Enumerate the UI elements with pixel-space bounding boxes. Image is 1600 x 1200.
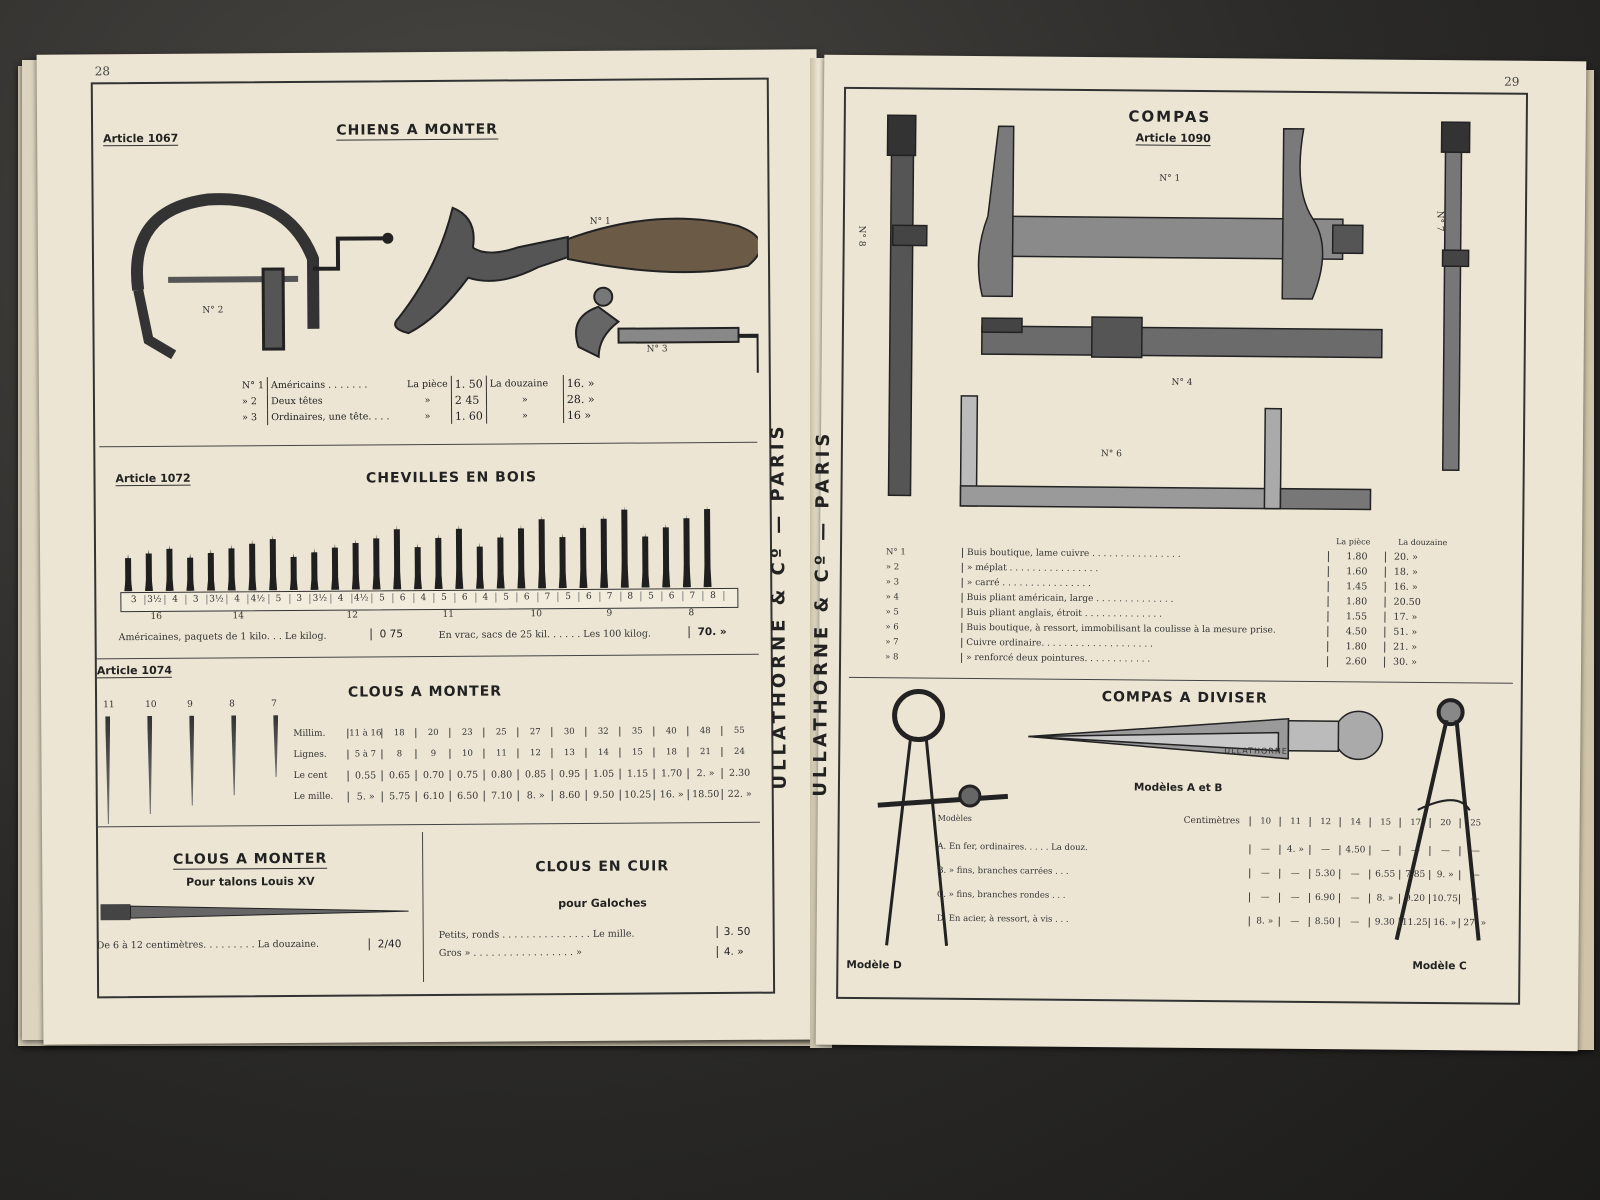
peg-group-label: 12 (346, 610, 358, 621)
peg-size-label: 5 (496, 592, 518, 602)
nail-size-label: 9 (187, 699, 193, 710)
peg-mark (642, 536, 648, 587)
peg-size-label: 5 (268, 594, 290, 604)
clous-cell: 11 à 16 (349, 728, 382, 739)
diviser-cm-header: 12 (1310, 817, 1341, 827)
label-no1: N° 1 (589, 216, 611, 227)
compas-row-desc: Buis boutique, lame cuivre . . . . . . . . . . . . . . . . (962, 548, 1181, 560)
label-modeles-ab: Modèles A et B (1133, 781, 1223, 795)
compas-row-piece: 1.55 (1327, 611, 1385, 623)
peg-size-label: 3½ (206, 594, 228, 604)
clous-cell: 16. » (654, 789, 689, 800)
col-header-piece: La pièce (1336, 537, 1371, 547)
peg-mark (518, 528, 524, 588)
row-doz-label: » (521, 393, 528, 405)
compas-row-desc: » carré . . . . . . . . . . . . . . . . (962, 578, 1091, 589)
diviser-cell: — (1339, 917, 1370, 927)
peg-mark (601, 519, 607, 588)
clous-cell: 0.55 (348, 770, 383, 781)
clous-cell: 55 (721, 726, 756, 736)
hand-vise-icon (576, 286, 759, 371)
nail-size-label: 8 (229, 699, 235, 710)
clous-row-label: Le cent (293, 770, 328, 781)
spine-text-right: ULLATHORNE & Cº — PARIS (809, 429, 835, 797)
peg-mark (353, 543, 359, 590)
peg-size-label: 6 (454, 593, 476, 603)
clous-cell: 1.05 (586, 769, 621, 780)
clous-row-label: Le mille. (293, 791, 334, 802)
clous-cuir-row-2: Gros » . . . . . . . . . . . . . . . . . » (438, 946, 582, 959)
clous-cell: 2. » (688, 768, 723, 779)
peg-mark (249, 544, 255, 591)
clous-cell: 40 (653, 726, 688, 736)
clous-cell: 15 (619, 747, 654, 757)
clous-louis-price: 2/40 (369, 938, 402, 950)
diviser-cell: 6.55 (1369, 869, 1400, 879)
diviser-cell: — (1249, 844, 1280, 854)
row-unit-label: » (424, 410, 431, 422)
clous-cell: 9.50 (586, 790, 621, 801)
clous-cuir-row-1: Petits, ronds . . . . . . . . . . . . . . . Le mille. (438, 928, 635, 941)
compas-row-number: » 7 (885, 637, 899, 648)
peg-mark (497, 537, 503, 588)
article-1090: Article 1090 (1135, 131, 1211, 146)
clous-cell: 6.50 (450, 791, 485, 802)
table-row (239, 407, 598, 426)
chiens-price-table (239, 375, 598, 426)
compas-row-desc: Buis pliant anglais, étroit . . . . . . . . . . . . . . (961, 608, 1162, 620)
peg-mark (559, 537, 565, 588)
compas-row-doz: 30. » (1393, 656, 1418, 668)
peg-size-label: 3½ (310, 594, 332, 604)
clous-cell: 10.25 (620, 789, 655, 800)
diviser-price-table (936, 814, 1497, 959)
diviser-cell: 16. » (1429, 918, 1460, 928)
peg-mark (621, 510, 628, 588)
clous-cell: 14 (585, 748, 620, 758)
diviser-cell: 5.30 (1309, 869, 1340, 879)
section-title-compas: COMPAS (1128, 107, 1212, 127)
compas-row-number: » 3 (885, 577, 900, 588)
row-name: Deux têtes (268, 392, 405, 409)
clous-cell: 35 (619, 726, 654, 736)
peg-mark (166, 549, 172, 591)
row-number: » 2 (241, 395, 257, 407)
long-nail-icon (98, 896, 418, 928)
compas-row-number: » 5 (885, 607, 899, 618)
clous-cell: 2.30 (722, 768, 757, 779)
diviser-cell: 9.20 (1399, 894, 1430, 904)
diviser-cell: 6.90 (1309, 893, 1340, 903)
peg-size-label: 8 (620, 592, 642, 602)
compas-row-piece: 1.80 (1328, 551, 1386, 563)
clous-cell: 11 (483, 748, 518, 758)
page-number: 28 (94, 64, 111, 79)
label-no3: N° 3 (646, 344, 668, 355)
section-title-chiens: CHIENS A MONTER (336, 121, 498, 139)
peg-mark (539, 519, 545, 588)
clous-cell: 1.15 (620, 768, 655, 779)
clous-cell: 48 (687, 726, 722, 736)
peg-size-label: 6 (578, 592, 600, 602)
peg-group-label: 16 (150, 611, 162, 622)
diviser-cell: 8. » (1249, 916, 1280, 926)
peg-mark (311, 552, 317, 590)
compas-row-desc: Buis boutique, à ressort, immobilisant la coulisse à la mesure prise. (961, 623, 1275, 636)
section-title-clous-louis: CLOUS A MONTER (173, 850, 328, 868)
clous-row-label: Lignes. (293, 749, 327, 760)
diviser-cm-header: 14 (1340, 817, 1371, 827)
clous-cell: 21 (687, 747, 722, 757)
row-number: N° 1 (241, 379, 265, 391)
nail-size-label: 11 (103, 700, 115, 711)
peg-mark (415, 547, 421, 589)
peg-size-label: 3 (123, 595, 145, 605)
peg-group-label: 10 (530, 609, 542, 620)
peg-mark (580, 528, 586, 588)
diviser-cm-header: 15 (1370, 817, 1401, 827)
diviser-cell: — (1339, 893, 1370, 903)
row-doz-price: 16 » (563, 407, 597, 423)
diviser-cell: 9.30 (1369, 917, 1400, 927)
peg-mark (125, 558, 131, 591)
diviser-cell: 4.50 (1339, 845, 1370, 855)
compas-row-piece: 1.45 (1328, 581, 1386, 593)
clous-cell: 25 (483, 727, 518, 737)
nail-icon (105, 716, 111, 824)
peg-mark (208, 553, 214, 591)
diviser-cm-header: 20 (1430, 818, 1461, 828)
compas-row-piece: 1.80 (1327, 641, 1385, 653)
peg-mark (146, 553, 152, 591)
compas-row-number: » 2 (885, 562, 900, 573)
peg-group-label: 14 (232, 611, 244, 622)
section-title-clous-cuir: CLOUS EN CUIR (535, 858, 670, 876)
chevilles-price-line-2: En vrac, sacs de 25 kil. . . . . . Les 100 kilog. (438, 628, 651, 641)
clous-cuir-subtitle: pour Galoches (558, 896, 647, 911)
diviser-cell: — (1279, 869, 1310, 879)
compas-illustration (860, 105, 1504, 531)
clous-cell: 1.70 (654, 768, 689, 779)
clamp-icon (136, 198, 392, 355)
compas-row-number: » 6 (885, 622, 899, 633)
peg-size-label: 6 (661, 591, 683, 601)
diviser-cell: — (1459, 870, 1490, 880)
row-name: Américains . . . . . . . (267, 376, 404, 393)
chevilles-price-line-1: Américaines, paquets de 1 kilo. . . Le kilog. (118, 630, 327, 644)
row-number: » 3 (242, 411, 258, 423)
row-doz-price: 16. » (563, 375, 597, 391)
diviser-cell: — (1459, 846, 1490, 856)
clous-cell: 9 (415, 749, 450, 759)
peg-mark (332, 548, 338, 590)
nail-size-label: 7 (271, 699, 277, 710)
diviser-cell: — (1429, 846, 1460, 856)
compas-row-doz: 17. » (1393, 611, 1418, 623)
diviser-cell: 8.50 (1309, 917, 1340, 927)
peg-mark (477, 547, 483, 589)
peg-mark (187, 558, 193, 591)
peg-size-label: 4½ (351, 593, 373, 603)
peg-mark (683, 518, 689, 587)
diviser-cell: 9. » (1429, 870, 1460, 880)
peg-size-label: 8 (703, 591, 725, 601)
clous-cell: 6.10 (416, 791, 451, 802)
diviser-row-desc: C. » fins, branches rondes . . . (936, 889, 1066, 901)
diviser-cell: — (1279, 917, 1310, 927)
diviser-header-models: Modèles (937, 813, 972, 824)
peg-size-label: 5 (558, 592, 580, 602)
diviser-cm-header: 25 (1460, 818, 1491, 828)
compas-row-desc: » méplat . . . . . . . . . . . . . . . . (962, 563, 1098, 574)
diviser-row-desc: D. En acier, à ressort, à vis . . . (936, 913, 1069, 925)
compas-row-desc: Buis pliant américain, large . . . . . . . . . . . . . . (962, 593, 1174, 605)
clous-cell: 23 (449, 728, 484, 738)
diviser-cell: 11.25 (1399, 918, 1430, 928)
gauge-no6-icon (960, 396, 1371, 510)
peg-size-label: 3 (185, 595, 207, 605)
clous-cell: 0.70 (416, 770, 451, 781)
peg-size-label: 4 (413, 593, 435, 603)
clous-cell: 5.75 (382, 791, 417, 802)
diviser-cell: — (1279, 893, 1310, 903)
peg-mark (456, 529, 462, 589)
compas-price-table (849, 533, 1510, 679)
diviser-cell: — (1459, 894, 1490, 904)
clous-louis-line: De 6 à 12 centimètres. . . . . . . . . La douzaine. (96, 938, 320, 952)
label-compas-no6: N° 6 (1100, 449, 1122, 460)
col-header-doz: La douzaine (1398, 537, 1448, 548)
clous-cell: 8.60 (552, 790, 587, 801)
section-title-chevilles: CHEVILLES EN BOIS (365, 469, 538, 487)
label-compas-no7: N° 7 (1434, 210, 1445, 232)
compas-row-doz: 16. » (1393, 581, 1418, 593)
diviser-cell: — (1399, 846, 1430, 856)
peg-size-label: 7 (599, 592, 621, 602)
compas-row-doz: 21. » (1393, 641, 1418, 653)
clous-cell: 0.80 (484, 769, 519, 780)
article-1074: Article 1074 (96, 663, 173, 678)
clous-cell: 32 (585, 727, 620, 737)
clous-cell: 22. » (722, 789, 757, 800)
diviser-cm-header: 11 (1280, 817, 1311, 827)
row-name: Ordinaires, une tête. . . . (268, 408, 405, 425)
clous-cell: 0.95 (552, 769, 587, 780)
compas-row-number: » 4 (885, 592, 899, 603)
compas-row-desc: » renforcé deux pointures. . . . . . . . . . . . (961, 653, 1150, 665)
clous-cell: 0.85 (518, 769, 553, 780)
clous-cuir-price-2: 4. » (717, 946, 744, 958)
diviser-cell: 8. » (1369, 893, 1400, 903)
clous-cell: 18.50 (688, 789, 723, 800)
diviser-cell: — (1309, 845, 1340, 855)
peg-mark (228, 548, 234, 590)
nail-icon (231, 715, 237, 795)
peg-mark (394, 529, 400, 589)
article-1067: Article 1067 (103, 131, 179, 146)
diviser-cell: — (1339, 869, 1370, 879)
gauge-no8-icon (884, 115, 927, 495)
peg-size-label: 4 (475, 593, 497, 603)
peg-size-label: 4 (165, 595, 187, 605)
section-title-diviser: COMPAS A DIVISER (1101, 689, 1268, 707)
diviser-cell: 4. » (1279, 845, 1310, 855)
compas-row-doz: 20. » (1393, 551, 1418, 563)
gauge-no4-icon (982, 316, 1382, 359)
diviser-cell: — (1249, 892, 1280, 902)
label-compas-no4: N° 4 (1171, 377, 1193, 388)
compas-row-doz: 18. » (1393, 566, 1418, 578)
compas-row-piece: 1.60 (1328, 566, 1386, 578)
left-page (37, 49, 824, 1044)
chevilles-price-kilo: 0 75 (371, 628, 403, 640)
row-doz-label: La douzaine (489, 377, 549, 390)
peg-size-label: 5 (372, 593, 394, 603)
row-unit-label: La pièce (406, 378, 448, 390)
clous-cell: 5 à 7 (347, 749, 382, 759)
label-compas-no1: N° 1 (1159, 173, 1181, 184)
clous-cell: 0.75 (450, 770, 485, 781)
clous-cell: 12 (517, 748, 552, 758)
clous-cell: 7.10 (484, 790, 519, 801)
diviser-cell: — (1249, 868, 1280, 878)
article-1072: Article 1072 (115, 471, 191, 486)
nail-icon (189, 716, 195, 806)
peg-size-label: 4 (227, 594, 249, 604)
page-number: 29 (1504, 74, 1520, 89)
spine-text-left: ULLATHORNE & Cº — PARIS (767, 422, 791, 790)
diviser-cm-header: 17 (1400, 818, 1431, 828)
diviser-cm-header: 10 (1250, 816, 1281, 826)
chevilles-price-100: 70. » (689, 626, 727, 638)
clous-cell: 8 (381, 749, 416, 759)
clous-louis-subtitle: Pour talons Louis XV (186, 874, 315, 889)
diviser-row-desc: B. » fins, branches carrées . . . (937, 865, 1069, 877)
compas-row-desc: Cuivre ordinaire. . . . . . . . . . . . . . . . . . . . (961, 638, 1153, 650)
peg-group-label: 11 (442, 609, 454, 620)
compas-row-piece: 1.80 (1328, 596, 1386, 608)
peg-size-label: 5 (434, 593, 456, 603)
label-compas-no8: N° 8 (856, 225, 867, 247)
label-modele-d: Modèle D (846, 958, 902, 972)
nail-icon (147, 716, 153, 814)
clous-cell: 20 (415, 728, 450, 738)
diviser-cell: 27. » (1459, 918, 1490, 928)
compass-brand-mark: ULLATHORNE (1224, 746, 1288, 756)
clous-cell: 10 (449, 749, 484, 759)
row-unit-label: » (424, 394, 431, 406)
section-title-clous-monter: CLOUS A MONTER (347, 683, 503, 701)
gauge-no7-icon (1439, 122, 1470, 470)
peg-mark (291, 557, 297, 590)
peg-size-label: 6 (392, 593, 414, 603)
lasting-pincers-icon (394, 206, 759, 334)
peg-size-label: 3 (289, 594, 311, 604)
clous-cell: 0.65 (382, 770, 417, 781)
diviser-header-cm: Centimètres (1183, 815, 1240, 827)
clous-cell: 30 (551, 727, 586, 737)
row-piece-price: 1. 50 (451, 376, 486, 392)
clous-cell: 13 (551, 748, 586, 758)
diviser-cell: 7.85 (1399, 870, 1430, 880)
gauge-no1-icon (978, 126, 1363, 299)
peg-mark (373, 538, 379, 589)
compas-row-piece: 4.50 (1327, 626, 1385, 638)
peg-size-label: 4½ (247, 594, 269, 604)
compass-model-ab-icon (1028, 709, 1382, 760)
clous-cell: 18 (653, 747, 688, 757)
peg-size-label: 7 (537, 592, 559, 602)
nail-icon (273, 715, 278, 777)
clous-cell: 18 (381, 728, 416, 738)
peg-mark (270, 539, 276, 590)
peg-size-label: 3½ (144, 595, 166, 605)
compas-row-doz: 51. » (1393, 626, 1418, 638)
clous-cell: 5. » (348, 791, 383, 802)
right-page (809, 55, 1587, 1052)
clous-cuir-price-1: 3. 50 (717, 926, 751, 938)
clous-row-label: Millim. (293, 728, 326, 739)
clous-cell: 8. » (518, 790, 553, 801)
compas-row-number: N° 1 (885, 547, 906, 558)
compas-row-number: » 8 (885, 652, 899, 663)
label-no2: N° 2 (202, 305, 224, 316)
nails-illustration (97, 699, 298, 820)
peg-mark (663, 527, 669, 587)
label-modele-c: Modèle C (1412, 959, 1467, 973)
row-doz-label: » (521, 409, 528, 421)
peg-mark (435, 538, 441, 589)
peg-mark (704, 509, 711, 587)
peg-group-label: 9 (606, 608, 613, 619)
peg-size-label: 4 (330, 594, 352, 604)
diviser-cell: — (1369, 845, 1400, 855)
row-piece-price: 2 45 (451, 392, 486, 408)
nail-size-label: 10 (145, 699, 157, 710)
peg-group-label: 8 (688, 608, 695, 619)
row-piece-price: 1. 60 (451, 408, 486, 424)
compas-row-doz: 20.50 (1393, 596, 1421, 608)
peg-size-label: 6 (516, 592, 538, 602)
peg-size-label: 5 (641, 591, 663, 601)
diviser-row-desc: A. En fer, ordinaires. . . . . La douz. (937, 841, 1088, 854)
peg-size-label: 7 (682, 591, 704, 601)
diviser-cell: 10.75 (1429, 894, 1460, 904)
clous-cell: 27 (517, 727, 552, 737)
clous-cell: 24 (721, 747, 756, 757)
row-doz-price: 28. » (563, 391, 597, 407)
clous-monter-table (293, 726, 758, 821)
compas-row-piece: 2.60 (1327, 656, 1385, 668)
